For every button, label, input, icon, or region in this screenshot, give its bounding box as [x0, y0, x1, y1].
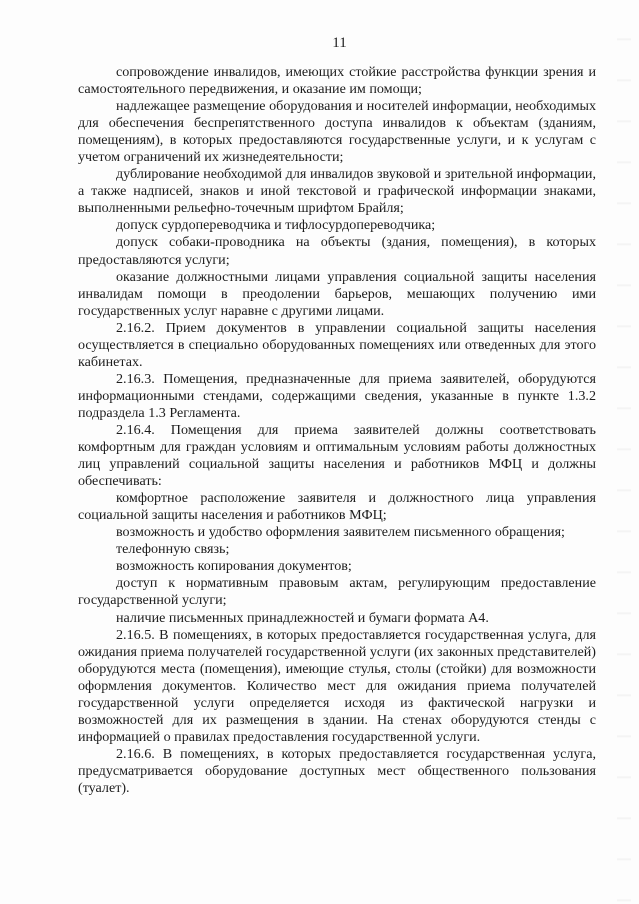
- paragraph: оказание должностными лицами управления социальной защиты населения инвалидам помощи в преодолении барьеров, мешающих получению ими государственных услуг наравне с другими лицами.: [78, 268, 596, 319]
- paragraph: возможность копирования документов;: [116, 558, 352, 575]
- paragraph: допуск собаки-проводника на объекты (здания, помещения), в которых предоставляются услуги;: [78, 234, 596, 268]
- paragraph: 2.16.2. Прием документов в управлении социальной защиты населения осуществляется в специально оборудованных помещениях или отведенных для этого кабинетах.: [78, 319, 596, 370]
- paragraph: 2.16.6. В помещениях, в которых предоставляется государственная услуга, предусматривается оборудование доступных мест общественного пользования (туалет).: [78, 745, 596, 796]
- paragraph: 2.16.3. Помещения, предназначенные для приема заявителей, оборудуются информационными стендами, содержащими сведения, указанные в пункте 1.3.2 подраздела 1.3 Регламента.: [78, 370, 596, 421]
- paragraph: надлежащее размещение оборудования и носителей информации, необходимых для обеспечения беспрепятственного доступа инвалидов к объектам (зданиям, помещениям), в которых предоставляются государственные услуги, и к услугам с учетом ограничений их жизнедеятельности;: [78, 98, 596, 166]
- paragraph: комфортное расположение заявителя и должностного лица управления социальной защиты населения и работников МФЦ;: [78, 490, 596, 524]
- paragraph: 2.16.5. В помещениях, в которых предоставляется государственная услуга, для ожидания приема получателей государственной услуги (их законных представителей) оборудуются места (помещения), имеющие стулья, столы (стойки) для возможности оформления документов. Количество мест для ожидания приема получателей государственной услуги определяется исходя из фактической нагрузки и возможностей для их размещения в здании. На стенах оборудуются стенды с информацией о правилах предоставления государственной услуги.: [78, 626, 596, 745]
- paragraph: телефонную связь;: [116, 541, 230, 558]
- page-number: 11: [332, 35, 347, 51]
- paragraph: дублирование необходимой для инвалидов звуковой и зрительной информации, а также надписей, знаков и иной текстовой и графической информации знаками, выполненными рельефно-точечным шрифтом Брайля;: [78, 166, 596, 217]
- paragraph: наличие письменных принадлежностей и бумаги формата А4.: [116, 609, 489, 626]
- scan-edge-artifact: [617, 0, 631, 904]
- paragraph: допуск сурдопереводчика и тифлосурдопереводчика;: [116, 217, 436, 234]
- document-body: [78, 64, 596, 797]
- paragraph: сопровождение инвалидов, имеющих стойкие расстройства функции зрения и самостоятельного передвижения, и оказание им помощи;: [78, 64, 596, 98]
- paragraph: возможность и удобство оформления заявителем письменного обращения;: [116, 524, 565, 541]
- paragraph: 2.16.4. Помещения для приема заявителей должны соответствовать комфортным для граждан условиям и оптимальным условиям работы должностных лиц управлений социальной защиты населения и работников МФЦ и должны обеспечивать:: [78, 421, 596, 490]
- paragraph: доступ к нормативным правовым актам, регулирующим предоставление государственной услуги;: [78, 575, 596, 609]
